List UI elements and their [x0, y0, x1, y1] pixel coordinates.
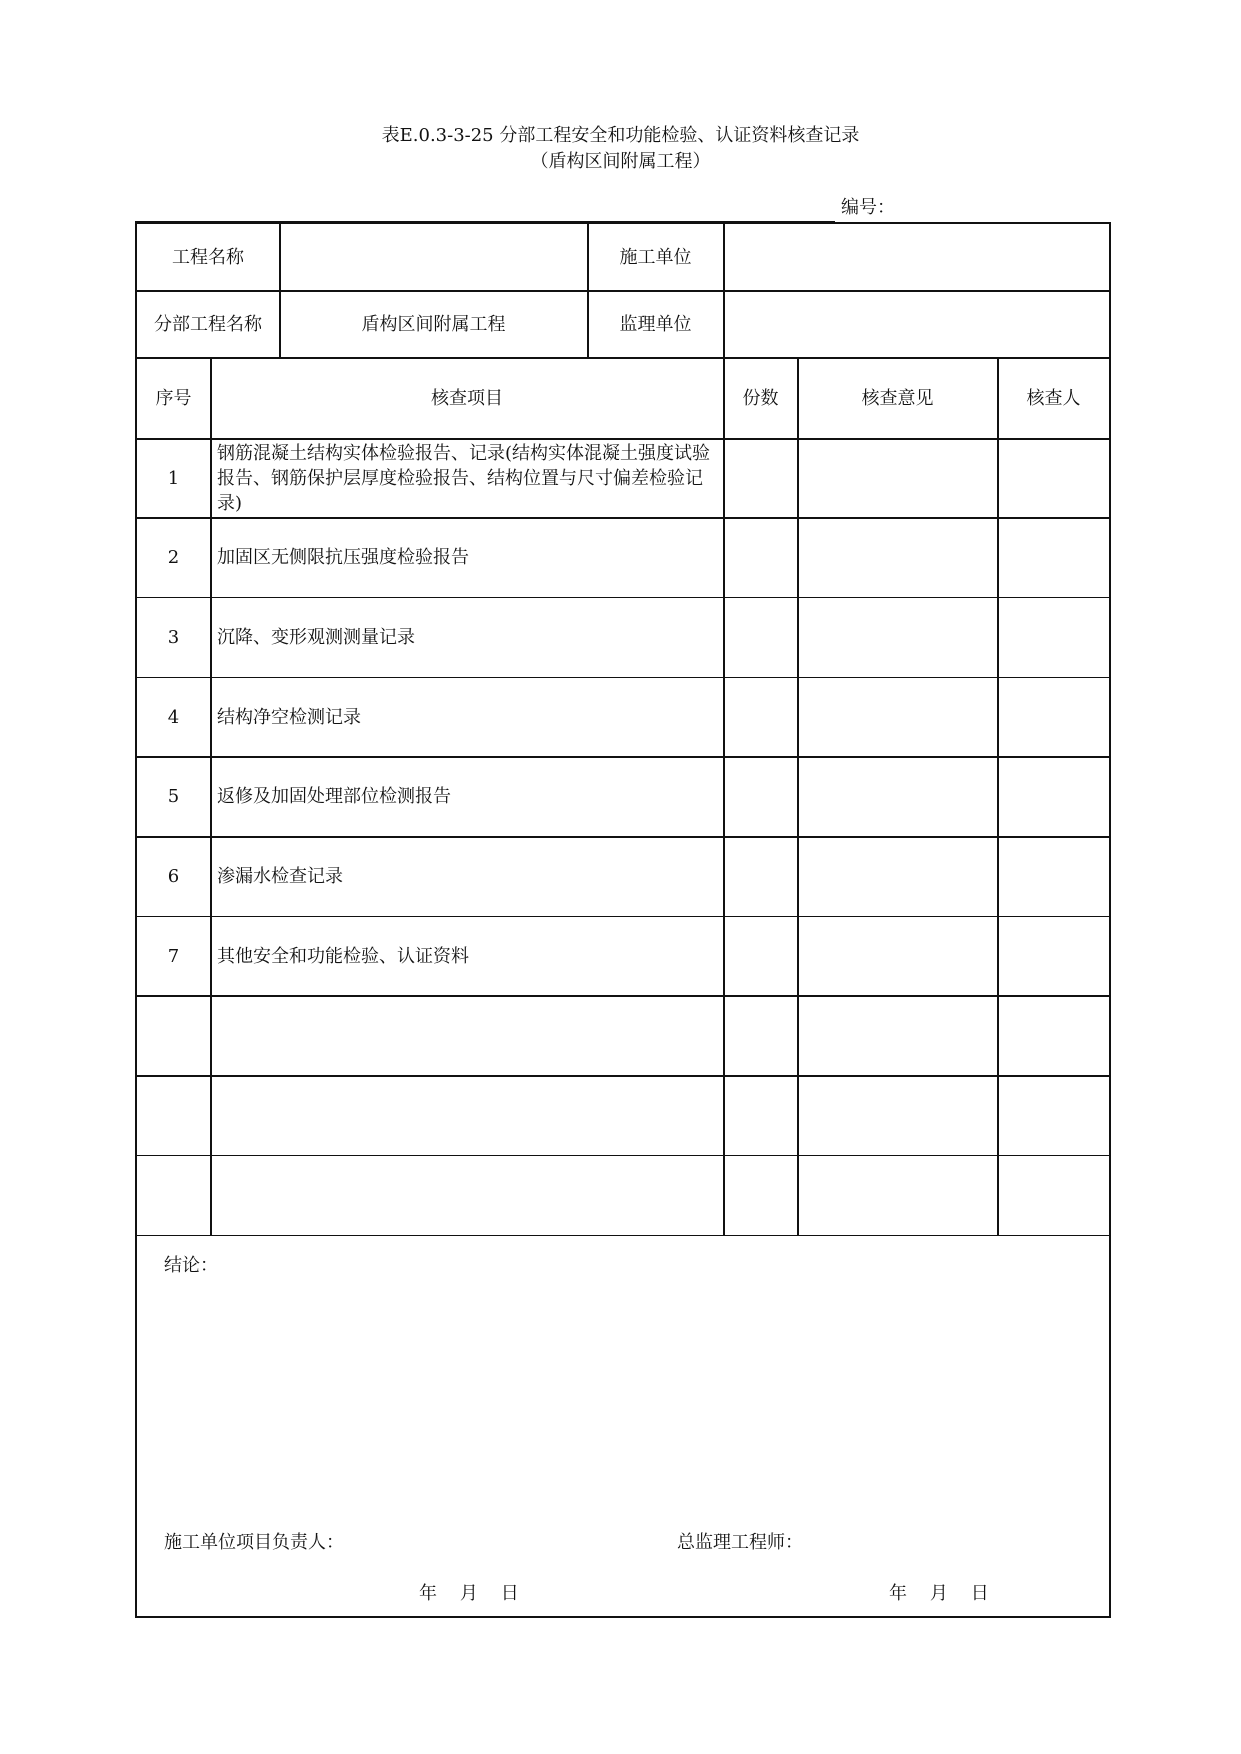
- row-copies[interactable]: [724, 678, 797, 756]
- row-item: [211, 1077, 723, 1155]
- row-no: 3: [167, 626, 180, 648]
- row-copies[interactable]: [724, 997, 797, 1075]
- row-checker[interactable]: [998, 678, 1109, 756]
- form-title: 表E.0.3-3-25 分部工程安全和功能检验、认证资料核查记录: [381, 125, 860, 146]
- divider: [137, 1235, 1109, 1237]
- project-name-label: 工程名称: [172, 246, 244, 268]
- row-no: 7: [167, 945, 180, 967]
- construction-manager-label: 施工单位项目负责人：: [164, 1532, 344, 1553]
- row-opinion[interactable]: [798, 598, 997, 676]
- row-item: 其他安全和功能检验、认证资料: [217, 945, 469, 967]
- row-no: 1: [167, 467, 180, 489]
- row-copies[interactable]: [724, 598, 797, 676]
- row-opinion[interactable]: [798, 917, 997, 995]
- col-header-opinion: 核查意见: [861, 387, 934, 409]
- supervision-unit-field[interactable]: [724, 291, 1109, 357]
- construction-unit-field[interactable]: [724, 224, 1109, 290]
- col-header-no: 序号: [155, 387, 192, 409]
- row-checker[interactable]: [998, 997, 1109, 1075]
- row-item: [211, 997, 723, 1075]
- row-checker[interactable]: [998, 1156, 1109, 1234]
- row-copies[interactable]: [724, 519, 797, 597]
- row-item: 渗漏水检查记录: [217, 866, 343, 888]
- row-no: 5: [167, 786, 180, 808]
- date-right: 年 月 日: [889, 1583, 989, 1604]
- row-opinion[interactable]: [798, 997, 997, 1075]
- construction-unit-label: 施工单位: [619, 246, 692, 268]
- subproject-name-label: 分部工程名称: [154, 313, 262, 335]
- row-checker[interactable]: [998, 838, 1109, 916]
- row-copies[interactable]: [724, 838, 797, 916]
- row-no: 4: [167, 706, 180, 728]
- col-header-checker: 核查人: [1026, 387, 1081, 409]
- row-opinion[interactable]: [798, 1156, 997, 1234]
- row-no: [137, 1077, 210, 1155]
- row-opinion[interactable]: [798, 1077, 997, 1155]
- form-number-label: 编号：: [841, 197, 895, 218]
- row-checker[interactable]: [998, 758, 1109, 836]
- col-header-item: 核查项目: [431, 387, 503, 409]
- row-checker[interactable]: [998, 519, 1109, 597]
- row-checker[interactable]: [998, 917, 1109, 995]
- row-no: 2: [167, 547, 180, 569]
- row-no: [137, 1156, 210, 1234]
- col-header-copies: 份数: [742, 387, 779, 409]
- row-opinion[interactable]: [798, 838, 997, 916]
- row-opinion[interactable]: [798, 758, 997, 836]
- row-no: [137, 997, 210, 1075]
- row-copies[interactable]: [724, 1077, 797, 1155]
- row-checker[interactable]: [998, 439, 1109, 517]
- row-checker[interactable]: [998, 598, 1109, 676]
- row-checker[interactable]: [998, 1077, 1109, 1155]
- row-copies[interactable]: [724, 1156, 797, 1234]
- row-no: 6: [167, 866, 180, 888]
- row-item: 结构净空检测记录: [217, 706, 361, 728]
- date-left: 年 月 日: [419, 1583, 519, 1604]
- row-item: 加固区无侧限抗压强度检验报告: [217, 547, 469, 569]
- row-copies[interactable]: [724, 917, 797, 995]
- chief-supervisor-label: 总监理工程师：: [677, 1532, 803, 1553]
- row-opinion[interactable]: [798, 678, 997, 756]
- supervision-unit-label: 监理单位: [619, 313, 692, 335]
- conclusion-label: 结论：: [164, 1255, 218, 1276]
- inspection-record-form: [135, 222, 1111, 1618]
- row-opinion[interactable]: [798, 439, 997, 517]
- row-item: 钢筋混凝土结构实体检验报告、记录(结构实体混凝土强度试验报告、钢筋保护层厚度检验报告、结构位置与尺寸偏差检验记录): [217, 442, 711, 514]
- row-copies[interactable]: [724, 439, 797, 517]
- project-name-field[interactable]: [280, 224, 587, 290]
- row-item: 返修及加固处理部位检测报告: [217, 786, 451, 808]
- row-opinion[interactable]: [798, 519, 997, 597]
- row-item: 沉降、变形观测测量记录: [217, 626, 415, 648]
- form-subtitle: （盾构区间附属工程）: [530, 151, 711, 172]
- row-item: [211, 1156, 723, 1234]
- row-copies[interactable]: [724, 758, 797, 836]
- subproject-name-field[interactable]: 盾构区间附属工程: [361, 313, 506, 335]
